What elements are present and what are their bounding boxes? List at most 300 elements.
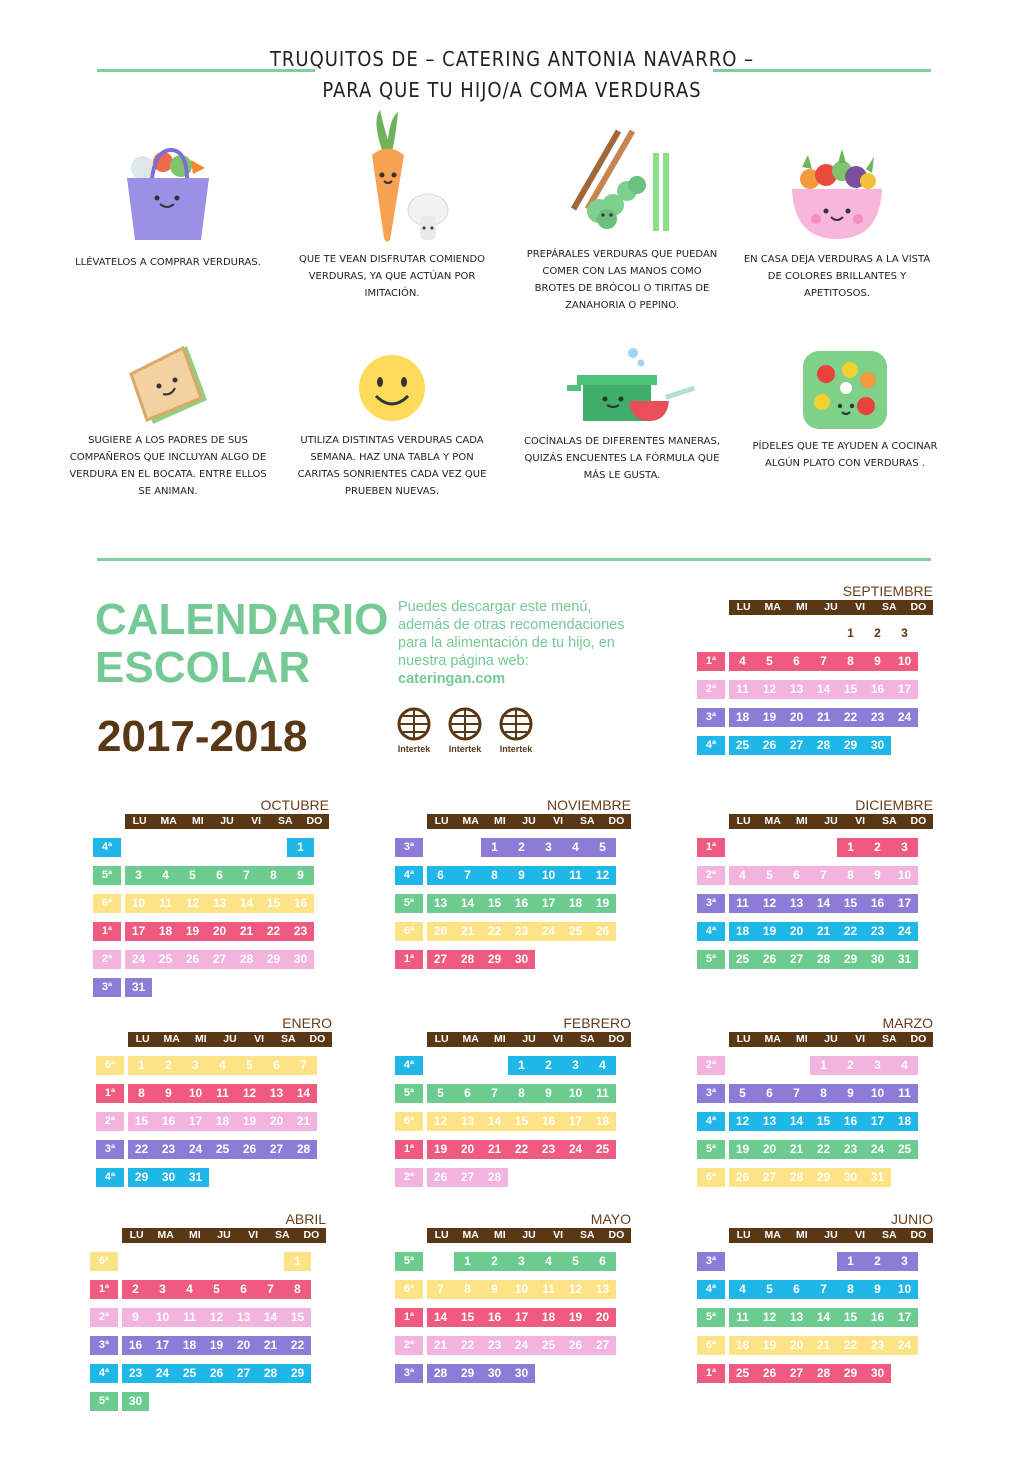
week-row xyxy=(96,1084,332,1103)
day-name: JU xyxy=(824,601,838,613)
day-cell: 6 xyxy=(437,868,444,882)
day-cell: 2 xyxy=(874,1254,881,1268)
day-name: VI xyxy=(553,1033,564,1045)
day-cell: 20 xyxy=(269,1114,284,1128)
day-cell: 20 xyxy=(595,1310,610,1324)
week-days xyxy=(122,1308,311,1327)
day-name: JU xyxy=(824,815,838,827)
tip-3 xyxy=(522,125,722,314)
day-cell: 29 xyxy=(266,952,281,966)
day-cell: 7 xyxy=(267,1282,274,1296)
week-row xyxy=(697,1084,933,1103)
day-cell: 15 xyxy=(843,682,858,696)
day-cell: 16 xyxy=(843,1114,858,1128)
day-cell: 31 xyxy=(870,1170,885,1184)
day-cell: 28 xyxy=(433,1366,448,1380)
day-cell: 13 xyxy=(789,1310,804,1324)
week-row xyxy=(395,1168,631,1187)
day-cell: 24 xyxy=(514,1338,529,1352)
day-cell: 24 xyxy=(897,1338,912,1352)
calendar-rule xyxy=(97,558,931,561)
day-header xyxy=(122,1228,326,1243)
day-cell: 17 xyxy=(514,1310,529,1324)
day-cell: 23 xyxy=(293,924,308,938)
month-enero xyxy=(96,1014,332,1187)
week-row xyxy=(697,1112,933,1131)
day-cell: 5 xyxy=(213,1282,220,1296)
day-cell: 11 xyxy=(736,682,749,696)
cert-badge-1 xyxy=(396,707,432,754)
day-cell: 6 xyxy=(273,1058,280,1072)
day-name: MA xyxy=(764,601,781,613)
day-name: VI xyxy=(855,601,866,613)
day-name: JU xyxy=(824,1229,838,1241)
day-cell: 27 xyxy=(236,1366,251,1380)
week-number: 3ª xyxy=(697,708,725,727)
day-cell: 30 xyxy=(161,1170,176,1184)
day-cell: 18 xyxy=(735,924,750,938)
week-number: 5ª xyxy=(395,894,423,913)
day-name: JU xyxy=(522,1033,536,1045)
week-number: 6ª xyxy=(697,1168,725,1187)
day-cell: 2 xyxy=(132,1282,139,1296)
day-cell: 24 xyxy=(541,924,556,938)
week-row xyxy=(697,1308,933,1327)
day-cell: 2 xyxy=(545,1058,552,1072)
day-cell: 24 xyxy=(131,952,146,966)
day-cell: 6 xyxy=(464,1086,471,1100)
week-row xyxy=(93,922,329,941)
day-cell: 9 xyxy=(518,868,525,882)
week-row xyxy=(93,978,329,997)
day-cell: 7 xyxy=(437,1282,444,1296)
week-days xyxy=(729,950,918,969)
day-cell: 8 xyxy=(847,654,854,668)
week-days xyxy=(729,1336,918,1355)
day-cell: 25 xyxy=(735,952,750,966)
day-cell: 4 xyxy=(599,1058,606,1072)
week-number: 4ª xyxy=(395,1056,423,1075)
week-row xyxy=(697,736,933,755)
week-number: 6ª xyxy=(90,1252,118,1271)
week-row xyxy=(395,1336,631,1355)
week-number: 2ª xyxy=(90,1308,118,1327)
day-cell: 11 xyxy=(159,896,172,910)
day-cell: 25 xyxy=(735,738,750,752)
day-cell: 21 xyxy=(239,924,254,938)
day-cell: 17 xyxy=(541,896,556,910)
week-days xyxy=(427,1140,616,1159)
week-number: 2ª xyxy=(697,680,725,699)
tip-6 xyxy=(292,350,492,500)
day-cell: 27 xyxy=(212,952,227,966)
day-cell: 10 xyxy=(897,868,912,882)
week-number: 4ª xyxy=(96,1168,124,1187)
week-days xyxy=(125,950,314,969)
day-cell: 8 xyxy=(464,1282,471,1296)
day-cell: 20 xyxy=(460,1142,475,1156)
day-cell: 4 xyxy=(219,1058,226,1072)
day-cell: 17 xyxy=(188,1114,203,1128)
day-cell: 6 xyxy=(599,1254,606,1268)
month-name: DICIEMBRE xyxy=(855,797,933,813)
day-cell: 5 xyxy=(599,840,606,854)
day-cell: 11 xyxy=(736,896,749,910)
week-number: 1ª xyxy=(90,1280,118,1299)
day-cell: 9 xyxy=(165,1086,172,1100)
week-row xyxy=(697,1280,933,1299)
day-cell: 21 xyxy=(433,1338,448,1352)
week-days xyxy=(729,1168,891,1187)
week-row xyxy=(395,1308,631,1327)
day-cell: 27 xyxy=(762,1170,777,1184)
day-name: SA xyxy=(881,601,897,613)
day-cell: 27 xyxy=(433,952,448,966)
day-cell: 16 xyxy=(870,896,885,910)
tip-5-text: SUGIERE A LOS PADRES DE SUS COMPAÑEROS QUE INCLUYAN ALGO DE VERDURA EN EL BOCATA. ENTRE ELLOS SE ANIMAN. xyxy=(69,435,267,497)
day-header xyxy=(729,1032,933,1047)
day-cell: 8 xyxy=(491,868,498,882)
week-row xyxy=(395,950,631,969)
week-row xyxy=(96,1056,332,1075)
day-name: SA xyxy=(579,815,595,827)
day-cell: 28 xyxy=(460,952,475,966)
day-cell: 12 xyxy=(762,682,777,696)
week-row xyxy=(697,1056,933,1075)
day-name: DO xyxy=(303,1229,320,1241)
day-name: MA xyxy=(163,1033,180,1045)
day-cell: 24 xyxy=(188,1142,203,1156)
week-number: 5ª xyxy=(395,1084,423,1103)
day-name: SA xyxy=(280,1033,296,1045)
week-row xyxy=(697,1168,933,1187)
week-number: 5ª xyxy=(697,950,725,969)
cooking-pot-icon xyxy=(547,345,697,427)
day-cell: 10 xyxy=(188,1086,203,1100)
day-cell: 3 xyxy=(159,1282,166,1296)
day-name: MI xyxy=(189,1229,201,1241)
day-cell: 7 xyxy=(820,868,827,882)
day-cell: 3 xyxy=(518,1254,525,1268)
day-name: DO xyxy=(910,1229,927,1241)
day-cell: 31 xyxy=(131,980,146,994)
day-name: DO xyxy=(910,1033,927,1045)
day-cell: 26 xyxy=(209,1366,224,1380)
week-row xyxy=(90,1280,326,1299)
day-cell: 12 xyxy=(209,1310,224,1324)
day-cell: 10 xyxy=(897,1282,912,1296)
day-cell: 1 xyxy=(297,840,304,854)
week-number: 6ª xyxy=(96,1056,124,1075)
month-abril xyxy=(90,1210,326,1411)
day-header xyxy=(729,600,933,615)
week-row xyxy=(697,1252,933,1271)
day-cell: 10 xyxy=(897,654,912,668)
week-row xyxy=(697,1140,933,1159)
website-link[interactable]: cateringan.com xyxy=(398,671,506,687)
day-cell: 12 xyxy=(762,1310,777,1324)
week-row xyxy=(697,1336,933,1355)
week-number: 3ª xyxy=(697,1252,725,1271)
day-header xyxy=(729,1228,933,1243)
day-cell: 19 xyxy=(568,1310,583,1324)
day-cell: 3 xyxy=(572,1058,579,1072)
day-cell: 29 xyxy=(290,1366,305,1380)
day-cell: 14 xyxy=(433,1310,448,1324)
day-cell: 27 xyxy=(789,952,804,966)
day-cell: 1 xyxy=(847,840,854,854)
sandwich-icon xyxy=(113,340,223,426)
day-cell: 26 xyxy=(762,738,777,752)
day-cell: 27 xyxy=(269,1142,284,1156)
day-name: LU xyxy=(132,815,147,827)
day-cell: 26 xyxy=(762,1366,777,1380)
day-cell: 14 xyxy=(816,682,831,696)
day-cell: 15 xyxy=(843,1310,858,1324)
day-cell: 6 xyxy=(793,868,800,882)
day-name: JU xyxy=(220,815,234,827)
day-cell: 7 xyxy=(793,1086,800,1100)
day-cell: 18 xyxy=(735,710,750,724)
tip-7-text: COCÍNALAS DE DIFERENTES MANERAS, QUIZÁS ENCUENTES LA FÓRMULA QUE MÁS LE GUSTA. xyxy=(523,436,721,481)
month-diciembre xyxy=(697,796,933,969)
day-name: VI xyxy=(855,1229,866,1241)
month-name: MARZO xyxy=(882,1015,933,1031)
day-cell: 10 xyxy=(870,1086,885,1100)
day-cell: 28 xyxy=(263,1366,278,1380)
day-cell: 14 xyxy=(816,1310,831,1324)
day-header xyxy=(427,814,631,829)
day-cell: 7 xyxy=(820,654,827,668)
week-days xyxy=(427,1084,616,1103)
day-cell: 20 xyxy=(236,1338,251,1352)
week-number: 4ª xyxy=(697,922,725,941)
week-days xyxy=(427,1112,616,1131)
day-cell: 4 xyxy=(739,654,746,668)
week-number: 6ª xyxy=(395,1112,423,1131)
day-cell: 27 xyxy=(595,1338,610,1352)
day-cell: 1 xyxy=(464,1254,471,1268)
day-header xyxy=(427,1032,631,1047)
day-cell: 22 xyxy=(290,1338,305,1352)
day-name: VI xyxy=(553,815,564,827)
month-septiembre xyxy=(697,582,933,755)
day-cell: 9 xyxy=(132,1310,139,1324)
day-cell: 15 xyxy=(460,1310,475,1324)
day-cell: 30 xyxy=(870,738,885,752)
day-cell: 8 xyxy=(820,1086,827,1100)
day-name: DO xyxy=(608,1229,625,1241)
week-number: 3ª xyxy=(697,894,725,913)
week-row xyxy=(90,1364,326,1383)
day-cell: 30 xyxy=(514,952,529,966)
day-cell: 24 xyxy=(897,924,912,938)
day-name: DO xyxy=(309,1033,326,1045)
day-cell: 20 xyxy=(789,1338,804,1352)
day-cell: 16 xyxy=(870,682,885,696)
week-number: 1ª xyxy=(395,950,423,969)
day-cell: 18 xyxy=(735,1338,750,1352)
week-row xyxy=(697,866,933,885)
day-cell: 21 xyxy=(460,924,475,938)
day-cell: 11 xyxy=(736,1310,749,1324)
day-cell: 30 xyxy=(870,1366,885,1380)
day-cell: 18 xyxy=(182,1338,197,1352)
week-number: 3ª xyxy=(697,1084,725,1103)
day-cell: 16 xyxy=(128,1338,143,1352)
day-cell: 8 xyxy=(847,1282,854,1296)
day-name: SA xyxy=(579,1229,595,1241)
tip-8 xyxy=(745,348,945,472)
globe-icon xyxy=(499,707,533,741)
week-days xyxy=(729,1308,918,1327)
day-name: MI xyxy=(494,815,506,827)
day-cell: 5 xyxy=(246,1058,253,1072)
day-name: MI xyxy=(796,1033,808,1045)
week-number: 1ª xyxy=(96,1084,124,1103)
day-cell: 8 xyxy=(294,1282,301,1296)
day-cell: 4 xyxy=(901,1058,908,1072)
day-cell: 16 xyxy=(514,896,529,910)
day-name: DO xyxy=(608,815,625,827)
day-name: MA xyxy=(462,1033,479,1045)
day-cell: 4 xyxy=(572,840,579,854)
day-cell: 15 xyxy=(816,1114,831,1128)
day-cell: 1 xyxy=(820,1058,827,1072)
week-number: 1ª xyxy=(697,1364,725,1383)
tip-4-text: EN CASA DEJA VERDURAS A LA VISTA DE COLORES BRILLANTES Y APETITOSOS. xyxy=(743,254,931,299)
calendar-description xyxy=(398,598,638,688)
day-cell: 14 xyxy=(789,1114,804,1128)
day-cell: 21 xyxy=(816,924,831,938)
day-cell: 2 xyxy=(874,840,881,854)
day-cell: 19 xyxy=(762,710,777,724)
week-days xyxy=(729,1364,891,1383)
day-cell: 9 xyxy=(874,654,881,668)
day-cell: 26 xyxy=(242,1142,257,1156)
day-cell: 6 xyxy=(793,1282,800,1296)
day-cell: 17 xyxy=(131,924,146,938)
day-cell: 1 xyxy=(138,1058,145,1072)
day-cell: 15 xyxy=(290,1310,305,1324)
day-cell: 29 xyxy=(134,1170,149,1184)
month-name: ABRIL xyxy=(285,1211,326,1227)
day-cell: 11 xyxy=(542,1282,555,1296)
day-cell: 27 xyxy=(789,738,804,752)
day-cell: 23 xyxy=(843,1142,858,1156)
day-cell: 12 xyxy=(242,1086,257,1100)
week-number: 3ª xyxy=(96,1140,124,1159)
day-cell: 24 xyxy=(897,710,912,724)
day-cell: 22 xyxy=(460,1338,475,1352)
day-cell: 18 xyxy=(897,1114,912,1128)
day-cell: 15 xyxy=(487,896,502,910)
day-cell: 12 xyxy=(433,1114,448,1128)
day-cell: 1 xyxy=(491,840,498,854)
cert-badge-2 xyxy=(447,707,483,754)
vegetable-bowl-icon xyxy=(782,145,892,245)
day-cell: 22 xyxy=(816,1142,831,1156)
day-cell: 22 xyxy=(843,1338,858,1352)
week-days xyxy=(454,1252,616,1271)
day-cell: 13 xyxy=(762,1114,777,1128)
day-cell: 28 xyxy=(816,1366,831,1380)
day-cell: 23 xyxy=(487,1338,502,1352)
day-cell: 9 xyxy=(297,868,304,882)
week-row xyxy=(93,950,329,969)
week-days xyxy=(122,1392,149,1411)
day-name: MI xyxy=(494,1229,506,1241)
week-row xyxy=(395,1056,631,1075)
day-name: MA xyxy=(764,815,781,827)
month-name: OCTUBRE xyxy=(260,797,329,813)
cert-label-2: Intertek xyxy=(448,744,482,754)
day-cell: 28 xyxy=(816,738,831,752)
broccoli-icon xyxy=(557,125,687,240)
day-cell: 5 xyxy=(437,1086,444,1100)
day-cell: 12 xyxy=(762,896,777,910)
day-cell: 26 xyxy=(735,1170,750,1184)
week-number: 5ª xyxy=(697,1140,725,1159)
day-cell: 15 xyxy=(843,896,858,910)
day-cell: 7 xyxy=(243,868,250,882)
week-days xyxy=(481,838,616,857)
day-cell: 13 xyxy=(212,896,227,910)
week-number: 3ª xyxy=(90,1336,118,1355)
day-cell: 13 xyxy=(236,1310,251,1324)
day-name: LU xyxy=(135,1033,150,1045)
day-cell: 26 xyxy=(568,1338,583,1352)
day-name: VI xyxy=(553,1229,564,1241)
day-cell: 9 xyxy=(874,1282,881,1296)
day-cell: 12 xyxy=(185,896,200,910)
week-row xyxy=(697,652,933,671)
week-days xyxy=(837,838,918,857)
day-name: MI xyxy=(192,815,204,827)
week-row xyxy=(395,866,631,885)
day-cell: 19 xyxy=(209,1338,224,1352)
day-cell: 29 xyxy=(843,738,858,752)
day-cell: 21 xyxy=(789,1142,804,1156)
week-number: 4ª xyxy=(697,1280,725,1299)
day-name: JU xyxy=(522,1229,536,1241)
tip-6-text: UTILIZA DISTINTAS VERDURAS CADA SEMANA. HAZ UNA TABLA Y PON CARITAS SONRIENTES CADA VEZ QUE PRUEBEN NUEVAS. xyxy=(297,435,487,497)
week-days xyxy=(125,894,314,913)
header-line-1: TRUQUITOS DE – CATERING ANTONIA NAVARRO – xyxy=(269,47,755,71)
day-cell: 28 xyxy=(239,952,254,966)
day-cell: 25 xyxy=(897,1142,912,1156)
calendar-year: 2017-2018 xyxy=(97,712,308,761)
day-cell: 14 xyxy=(263,1310,278,1324)
week-number: 1ª xyxy=(395,1308,423,1327)
day-cell: 23 xyxy=(161,1142,176,1156)
salad-icon xyxy=(800,348,890,432)
week-days xyxy=(427,950,535,969)
day-cell: 23 xyxy=(541,1142,556,1156)
day-name: MA xyxy=(764,1229,781,1241)
week-row xyxy=(395,1112,631,1131)
day-name: MI xyxy=(796,601,808,613)
week-number: 2ª xyxy=(96,1112,124,1131)
day-name: LU xyxy=(736,815,751,827)
day-cell: 3 xyxy=(545,840,552,854)
day-cell: 4 xyxy=(739,1282,746,1296)
week-number: 1ª xyxy=(93,922,121,941)
day-cell: 18 xyxy=(215,1114,230,1128)
day-cell: 31 xyxy=(188,1170,203,1184)
week-days xyxy=(125,922,314,941)
day-cell: 10 xyxy=(155,1310,170,1324)
